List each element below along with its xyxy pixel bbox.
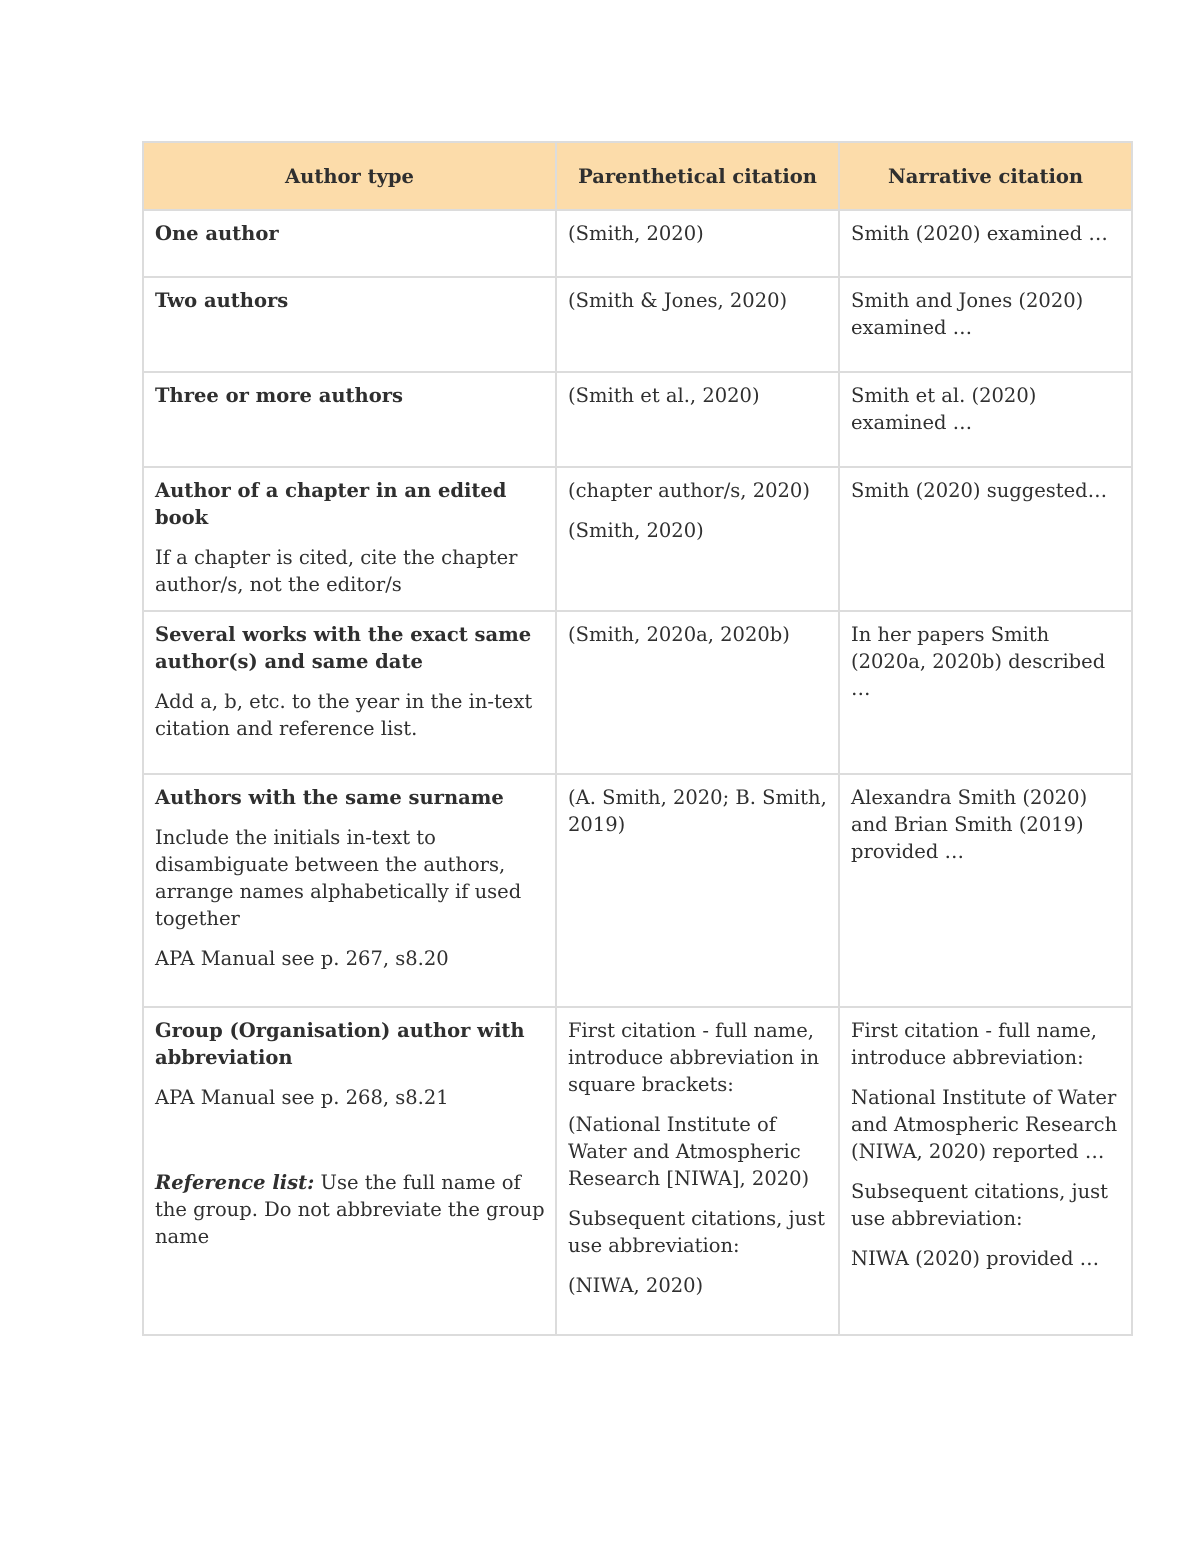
parenthetical-text: (A. Smith, 2020; B. Smith, 2019) [568,786,827,836]
parenthetical-text: (National Institute of Water and Atmospheric Research [NIWA], 2020) [568,1113,810,1190]
header-narrative-citation: Narrative citation [839,142,1132,210]
parenthetical-text: (Smith, 2020) [568,222,704,245]
narrative-text: Smith (2020) examined … [851,222,1108,245]
table-row [143,774,1132,1007]
table-row [143,611,1132,774]
parenthetical-cell [556,611,839,774]
reference-list-note [155,1169,545,1250]
author-type-title: Several works with the exact same author(s) and same date [155,623,532,673]
table-row [143,372,1132,467]
narrative-cell [839,277,1132,372]
parenthetical-text: (Smith, 2020) [568,519,704,542]
narrative-text: NIWA (2020) provided … [851,1247,1100,1270]
parenthetical-text: First citation - full name, introduce abbreviation in square brackets: [568,1019,820,1096]
narrative-cell [839,210,1132,277]
apa-manual-reference: APA Manual see p. 268, s8.21 [155,1086,449,1109]
narrative-cell [839,467,1132,611]
parenthetical-cell [556,467,839,611]
narrative-cell [839,611,1132,774]
author-type-title: Author of a chapter in an edited book [155,479,507,529]
narrative-text: Alexandra Smith (2020) and Brian Smith (2019) provided … [851,786,1088,863]
table-header-row [143,142,1132,210]
author-type-cell [143,210,556,277]
parenthetical-cell [556,210,839,277]
narrative-cell [839,1007,1132,1335]
author-type-cell [143,611,556,774]
author-type-title: One author [155,222,279,245]
reference-list-label: Reference list: [155,1171,315,1194]
author-type-note: Include the initials in-text to disambiguate between the authors, arrange names alphabetically if used together [155,826,522,930]
author-type-cell [143,467,556,611]
header-parenthetical-citation: Parenthetical citation [556,142,839,210]
author-type-cell [143,774,556,1007]
parenthetical-text: (NIWA, 2020) [568,1274,704,1297]
reference-list-text: Use the full name of the group. Do not abbreviate the group name [155,1171,545,1248]
narrative-text: Smith and Jones (2020) examined … [851,289,1084,339]
citation-table [142,141,1133,1336]
author-type-title: Two authors [155,289,289,312]
author-type-title: Group (Organisation) author with abbreviation [155,1019,525,1069]
parenthetical-text: (chapter author/s, 2020) [568,479,810,502]
table-row [143,1007,1132,1335]
parenthetical-text: (Smith, 2020a, 2020b) [568,623,790,646]
table-row [143,210,1132,277]
parenthetical-text: (Smith & Jones, 2020) [568,289,788,312]
narrative-text: Subsequent citations, just use abbreviation: [851,1180,1108,1230]
narrative-text: In her papers Smith (2020a, 2020b) described … [851,623,1106,700]
author-type-title: Authors with the same surname [155,786,504,809]
parenthetical-text: Subsequent citations, just use abbreviation: [568,1207,825,1257]
narrative-text: First citation - full name, introduce abbreviation: [851,1019,1097,1069]
parenthetical-cell [556,277,839,372]
narrative-text: Smith et al. (2020) examined … [851,384,1037,434]
narrative-cell [839,774,1132,1007]
apa-manual-reference: APA Manual see p. 267, s8.20 [155,947,449,970]
author-type-note: Add a, b, etc. to the year in the in-text citation and reference list. [155,690,533,740]
narrative-cell [839,372,1132,467]
author-type-cell [143,277,556,372]
narrative-text: National Institute of Water and Atmospheric Research (NIWA, 2020) reported … [851,1086,1118,1163]
parenthetical-cell [556,372,839,467]
author-type-cell [143,1007,556,1335]
author-type-cell [143,372,556,467]
author-type-note: If a chapter is cited, cite the chapter author/s, not the editor/s [155,546,518,596]
parenthetical-text: (Smith et al., 2020) [568,384,760,407]
table-row [143,467,1132,611]
parenthetical-cell [556,774,839,1007]
table-row [143,277,1132,372]
header-author-type: Author type [143,142,556,210]
narrative-text: Smith (2020) suggested… [851,479,1108,502]
parenthetical-cell [556,1007,839,1335]
author-type-title: Three or more authors [155,384,403,407]
